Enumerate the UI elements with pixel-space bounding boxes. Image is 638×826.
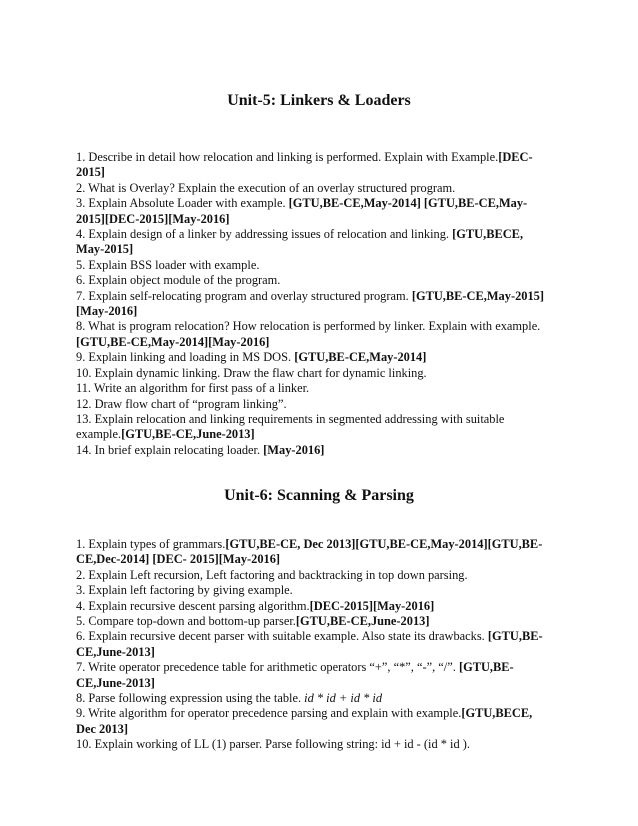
unit6-question-list <box>76 537 548 753</box>
question-item: 12. Draw flow chart of “program linking”. <box>76 396 287 411</box>
question-item: 2. What is Overlay? Explain the execution of an overlay structured program. <box>76 180 456 195</box>
question-item: 8. Parse following expression using the table. id * id + id * id <box>76 691 383 706</box>
question-item: 11. Write an algorithm for first pass of a linker. <box>76 381 310 396</box>
question-item: 7. Write operator precedence table for arithmetic operators “+”, “*”, “-”, “/”. [GTU,BE-CE,June-2013] <box>76 660 514 690</box>
question-item: 13. Explain relocation and linking requirements in segmented addressing with suitable example.[GTU,BE-CE,June-2013] <box>76 411 505 442</box>
question-item: 3. Explain Absolute Loader with example. [GTU,BE-CE,May-2014] [GTU,BE-CE,May-2015][DEC-2015][May-2016] <box>76 196 528 226</box>
question-item: 1. Describe in detail how relocation and linking is performed. Explain with Example.[DEC-2015] <box>76 150 533 180</box>
question-item: 1. Explain types of grammars.[GTU,BE-CE, Dec 2013][GTU,BE-CE,May-2014][GTU,BE-CE,Dec-2014] [DEC- 2015][May-2016] <box>76 537 543 567</box>
question-item: 2. Explain Left recursion, Left factoring and backtracking in top down parsing. <box>76 567 468 582</box>
question-item: 6. Explain object module of the program. <box>76 273 281 288</box>
question-item: 7. Explain self-relocating program and overlay structured program. [GTU,BE-CE,May-2015][May-2016] <box>76 288 544 319</box>
question-item: 8. What is program relocation? How relocation is performed by linker. Explain with example. [GTU,BE-CE,May-2014][May-2016] <box>76 319 541 349</box>
question-item: 14. In brief explain relocating loader. [May-2016] <box>76 442 325 457</box>
question-item: 5. Compare top-down and bottom-up parser.[GTU,BE-CE,June-2013] <box>76 614 430 629</box>
question-item: 10. Explain working of LL (1) parser. Parse following string: id + id - (id * id ). <box>76 737 471 752</box>
question-item: 6. Explain recursive decent parser with suitable example. Also state its drawbacks. [GTU,BE-CE,June-2013] <box>76 629 543 659</box>
question-item: 4. Explain design of a linker by addressing issues of relocation and linking. [GTU,BECE, May-2015] <box>76 227 524 257</box>
question-item: 9. Write algorithm for operator precedence parsing and explain with example.[GTU,BECE, Dec 2013] <box>76 706 533 736</box>
unit6-title: Unit-6: Scanning & Parsing <box>224 487 414 504</box>
question-item: 3. Explain left factoring by giving example. <box>76 583 293 598</box>
unit5-title: Unit-5: Linkers & Loaders <box>227 92 411 109</box>
unit5-question-list <box>76 150 548 458</box>
question-item: 10. Explain dynamic linking. Draw the flaw chart for dynamic linking. <box>76 365 427 380</box>
question-item: 5. Explain BSS loader with example. <box>76 257 260 272</box>
question-item: 9. Explain linking and loading in MS DOS. [GTU,BE-CE,May-2014] <box>76 350 427 365</box>
question-item: 4. Explain recursive descent parsing algorithm.[DEC-2015][May-2016] <box>76 598 435 613</box>
